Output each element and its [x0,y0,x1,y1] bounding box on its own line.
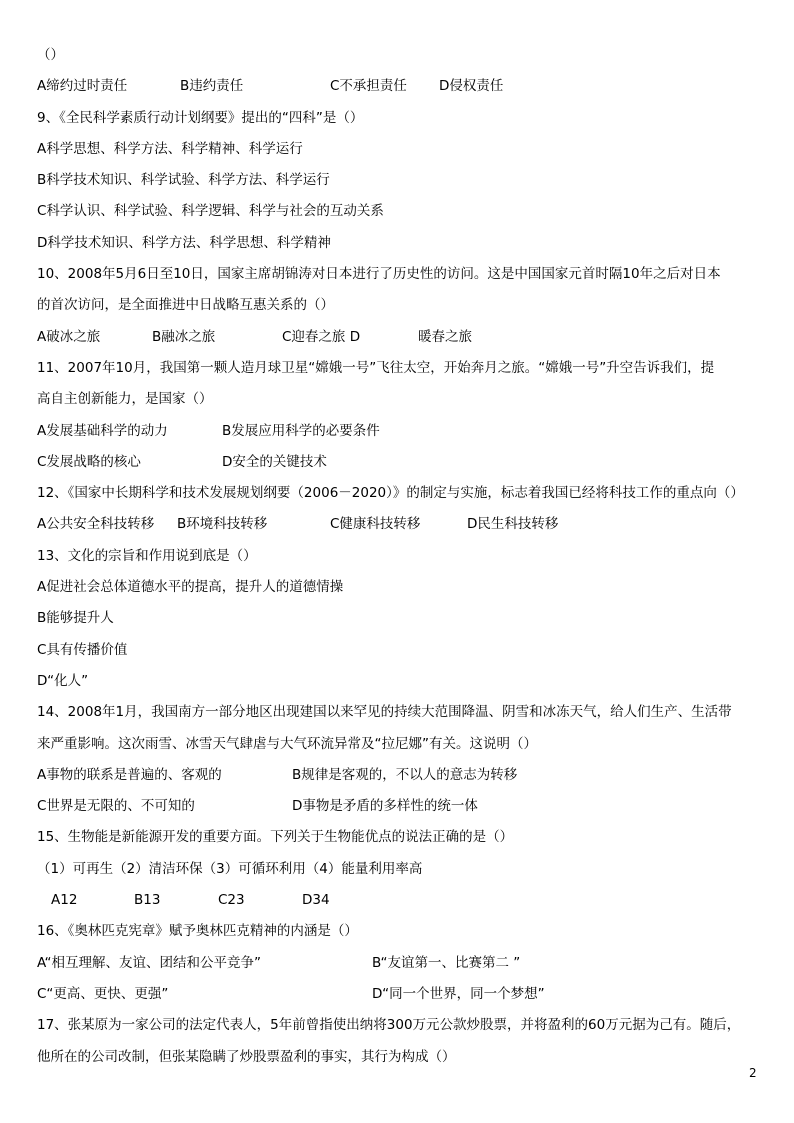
question-13: 13、文化的宗旨和作用说到底是（） [37,547,257,564]
text-line: D科学技术知识、科学方法、科学思想、科学精神 [37,234,331,251]
option-c: C健康科技转移 [330,516,421,533]
option-d: D民生科技转移 [467,516,559,533]
question-17: 17、张某原为一家公司的法定代表人，5年前曾指使出纳将300万元公款炒股票，并将盈利的60万元据为己有。随后， [37,1017,741,1034]
option-d: D侵权责任 [439,78,504,95]
option-b: B环境科技转移 [177,516,268,533]
option-c: C发展战略的核心 [37,453,141,470]
option-b: B13 [134,892,161,909]
options-row [37,71,767,102]
option-c: C迎春之旅 D [282,328,361,345]
question-15: 15、生物能是新能源开发的重要方面。下列关于生物能优点的说法正确的是（） [37,829,514,846]
text-line: 的首次访问，是全面推进中日战略互惠关系的（） [37,297,334,314]
text-line: C科学认识、科学试验、科学逻辑、科学与社会的互动关系 [37,203,384,220]
question-14: 14、2008年1月，我国南方一部分地区出现建国以来罕见的持续大范围降温、阴雪和冰冻天气，给人们生产、生活带 [37,704,732,721]
option-c: C23 [218,892,245,909]
option-d: D安全的关键技术 [222,453,327,470]
text-line: D“化人” [37,672,89,689]
option-b: B融冰之旅 [152,328,216,345]
question-10: 10、2008年5月6日至10日，国家主席胡锦涛对日本进行了历史性的访问。这是中国国家元首时隔10年之后对日本 [37,266,721,283]
options-row [37,322,767,353]
question-11: 11、2007年10月，我国第一颗人造月球卫星“嫦娥一号”飞往太空，开始奔月之旅。“嫦娥一号”升空告诉我们，提 [37,359,715,376]
option-a: A破冰之旅 [37,328,101,345]
option-b: B“友谊第一、比赛第二 ” [372,954,521,971]
options-row [37,948,767,979]
option-b: B规律是客观的，不以人的意志为转移 [292,766,518,783]
document-page [37,40,767,1073]
option-a: A“相互理解、友谊、团结和公平竞争” [37,954,261,971]
text-line: （） [37,47,64,63]
option-a: A公共安全科技转移 [37,516,155,533]
option-d: D“同一个世界，同一个梦想” [372,985,545,1002]
option-b: B违约责任 [180,78,244,95]
text-line: 来严重影响。这次雨雪、冰雪天气肆虐与大气环流异常及“拉尼娜”有关。这说明（） [37,735,537,752]
page-number: 2 [749,1066,757,1080]
text-line: C具有传播价值 [37,641,128,658]
text-line: （1）可再生（2）清洁环保（3）可循环利用（4）能量利用率高 [37,860,423,877]
question-9: 9、《全民科学素质行动计划纲要》提出的“四科”是（） [37,109,364,126]
option-a: A发展基础科学的动力 [37,422,168,439]
options-row [37,416,767,447]
option-c: C世界是无限的、不可知的 [37,798,195,815]
option-d: D34 [302,892,330,909]
text-line: B科学技术知识、科学试验、科学方法、科学运行 [37,172,330,189]
text-line: B能够提升人 [37,610,114,627]
options-row [37,979,767,1010]
option-a: A12 [51,892,78,909]
options-row [37,791,767,822]
option-b: B发展应用科学的必要条件 [222,422,380,439]
text-line: 高自主创新能力，是国家（） [37,391,213,408]
question-16: 16、《奥林匹克宪章》赋予奥林匹克精神的内涵是（） [37,923,358,940]
option-c: C“更高、更快、更强” [37,985,169,1002]
options-row [37,760,767,791]
question-12: 12、《国家中长期科学和技术发展规划纲要（2006－2020）》的制定与实施，标志着我国已经将科技工作的重点向（） [37,485,744,502]
text-line: 他所在的公司改制，但张某隐瞒了炒股票盈利的事实，其行为构成（） [37,1048,456,1065]
option-d: D事物是矛盾的多样性的统一体 [292,798,478,815]
options-row [37,447,767,478]
option-a: A缔约过时责任 [37,78,128,95]
option-d: 暖春之旅 [418,328,472,345]
text-line: A科学思想、科学方法、科学精神、科学运行 [37,140,303,157]
text-line: A促进社会总体道德水平的提高，提升人的道德情操 [37,579,344,596]
option-c: C不承担责任 [330,78,407,95]
option-a: A事物的联系是普遍的、客观的 [37,766,222,783]
options-row [37,885,767,916]
options-row [37,509,767,540]
